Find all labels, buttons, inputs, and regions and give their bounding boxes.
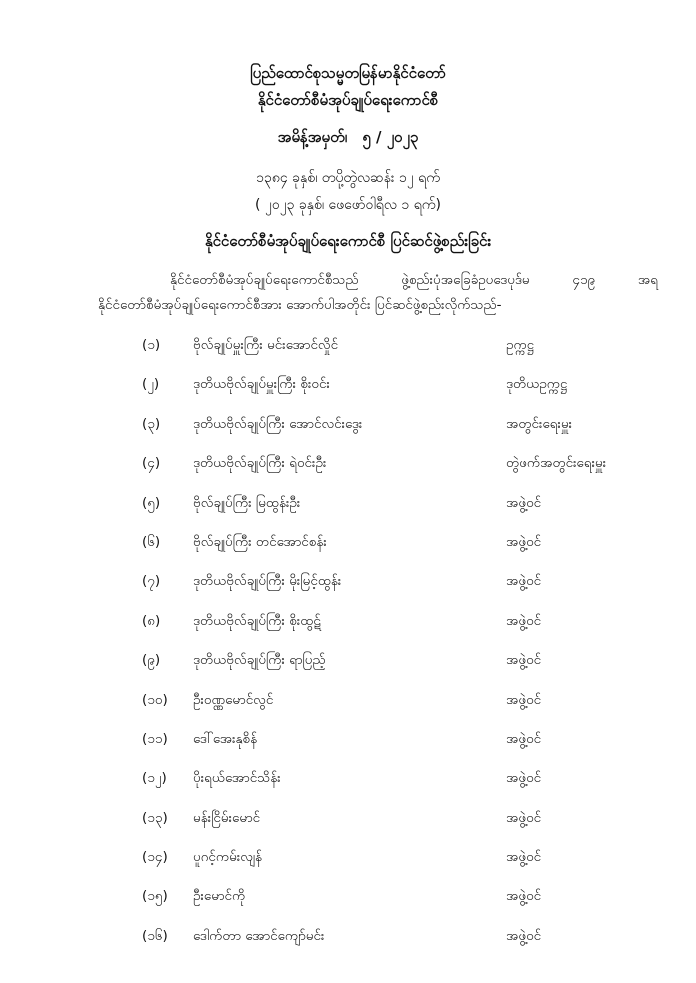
member-number: (၆) (142, 533, 161, 550)
member-role: အဖွဲ့ဝင် (506, 612, 542, 629)
member-number: (၁၂) (142, 770, 167, 787)
order-number: ၅ / ၂၀၂၃ (362, 128, 419, 146)
member-role: အဖွဲ့ဝင် (506, 691, 542, 708)
member-row (0, 927, 696, 966)
member-role: အဖွဲ့ဝင် (506, 573, 542, 590)
member-name: ဗိုလ်ချုပ်မှူးကြီး မင်းအောင်လှိုင် (193, 337, 339, 353)
member-name: ဒုတိယဗိုလ်ချုပ်ကြီး အောင်လင်းဒွေး (193, 415, 363, 432)
member-row (0, 336, 696, 375)
order-subject: နိုင်ငံတော်စီမံအုပ်ချုပ်ရေးကောင်စီ ပြင်ဆင်ဖွဲ့စည်းခြင်း (204, 232, 492, 250)
member-row (0, 651, 696, 690)
member-name: ဒုတိယဗိုလ်ချုပ်ကြီး ရဲဝင်းဦး (193, 455, 327, 472)
member-row (0, 572, 696, 611)
council-title: နိုင်ငံတော်စီမံအုပ်ချုပ်ရေးကောင်စီ (257, 91, 439, 109)
member-row (0, 769, 696, 808)
member-role: အဖွဲ့ဝင် (506, 809, 542, 826)
member-number: (၉) (142, 652, 161, 669)
member-name: ဒေါက်တာ အောင်ကျော်မင်း (193, 927, 325, 944)
member-name: ဒုတိယဗိုလ်ချုပ်ကြီး ရာပြည့် (193, 652, 326, 669)
member-number: (၁၅) (142, 888, 168, 905)
member-role: ဥက္ကဋ္ဌ (506, 337, 535, 353)
member-number: (၁၁) (142, 730, 168, 747)
member-name: ပိုးရယ်အောင်သိန်း (193, 770, 281, 787)
order-label: အမိန့်အမှတ်၊ (277, 128, 348, 146)
member-number: (၅) (142, 494, 161, 511)
member-role: တွဲဖက်အတွင်းရေးမှူး (506, 455, 607, 472)
member-name: ဒုတိယဗိုလ်ချုပ်မှူးကြီး စိုးဝင်း (193, 376, 330, 393)
member-role: အဖွဲ့ဝင် (506, 730, 542, 747)
member-row (0, 730, 696, 769)
member-row (0, 533, 696, 572)
member-name: ဦးဝဏ္ဏမောင်လွင် (193, 691, 274, 708)
member-row (0, 612, 696, 651)
member-role: အဖွဲ့ဝင် (506, 533, 542, 550)
member-role: အတွင်းရေးမှူး (506, 415, 573, 432)
member-number: (၈) (142, 612, 161, 629)
member-number: (၁၀) (142, 691, 168, 708)
member-name: ဗိုလ်ချုပ်ကြီး မြထွန်းဦး (193, 494, 301, 511)
member-number: (၇) (142, 573, 161, 590)
member-row (0, 809, 696, 848)
member-number: (၃) (142, 415, 161, 432)
member-name: ပူဂင့်ကမ်းလျန် (193, 849, 263, 866)
date-gregorian: ( ၂၀၂၃ ခုနှစ်၊ ဖေဖော်ဝါရီလ ၁ ရက်) (255, 197, 441, 213)
member-name: ဒေါ်အေးနုစိန် (193, 730, 258, 747)
member-role: အဖွဲ့ဝင် (506, 652, 542, 669)
member-role: အဖွဲ့ဝင် (506, 888, 542, 905)
order-number-line (0, 128, 696, 150)
member-row (0, 375, 696, 414)
member-row (0, 848, 696, 887)
intro-line-1: နိုင်ငံတော်စီမံအုပ်ချုပ်ရေးကောင်စီသည် ဖွဲ့စည်းပုံအခြေခံဥပဒေပုဒ်မ ၄၁၉ အရ (170, 272, 658, 288)
member-number: (၁၆) (142, 927, 168, 944)
member-role: အဖွဲ့ဝင် (506, 494, 542, 511)
member-number: (၁) (142, 337, 161, 353)
member-number: (၁၃) (142, 809, 168, 826)
intro-line-2: နိုင်ငံတော်စီမံအုပ်ချုပ်ရေးကောင်စီအား အောက်ပါအတိုင်း ပြင်ဆင်ဖွဲ့စည်းလိုက်သည်- (98, 297, 502, 313)
member-role: အဖွဲ့ဝင် (506, 849, 542, 866)
date-myanmar: ၁၃၈၄ ခုနှစ်၊ တပို့တွဲလဆန်း ၁၂ ရက် (256, 170, 440, 186)
member-number: (၁၄) (142, 849, 168, 866)
member-role: အဖွဲ့ဝင် (506, 770, 542, 787)
member-row (0, 887, 696, 926)
member-name: ဦးမောင်ကို (193, 888, 246, 905)
member-name: ဒုတိယဗိုလ်ချုပ်ကြီး စိုးထွဋ် (193, 612, 321, 629)
member-name: မန်းငြိမ်းမောင် (193, 809, 261, 826)
member-number: (၄) (142, 455, 161, 472)
member-role: ဒုတိယဥက္ကဋ္ဌ (506, 376, 568, 393)
member-number: (၂) (142, 376, 160, 393)
member-list (0, 336, 696, 966)
member-row (0, 494, 696, 533)
member-row (0, 454, 696, 493)
member-role: အဖွဲ့ဝင် (506, 927, 542, 944)
intro-paragraph (98, 268, 658, 318)
member-name: ဒုတိယဗိုလ်ချုပ်ကြီး မိုးမြင့်ထွန်း (193, 573, 342, 590)
member-name: ဗိုလ်ချုပ်ကြီး တင်အောင်စန်း (193, 533, 327, 550)
country-title: ပြည်ထောင်စုသမ္မတမြန်မာနိုင်ငံတော် (250, 64, 446, 82)
member-row (0, 691, 696, 730)
member-row (0, 415, 696, 454)
